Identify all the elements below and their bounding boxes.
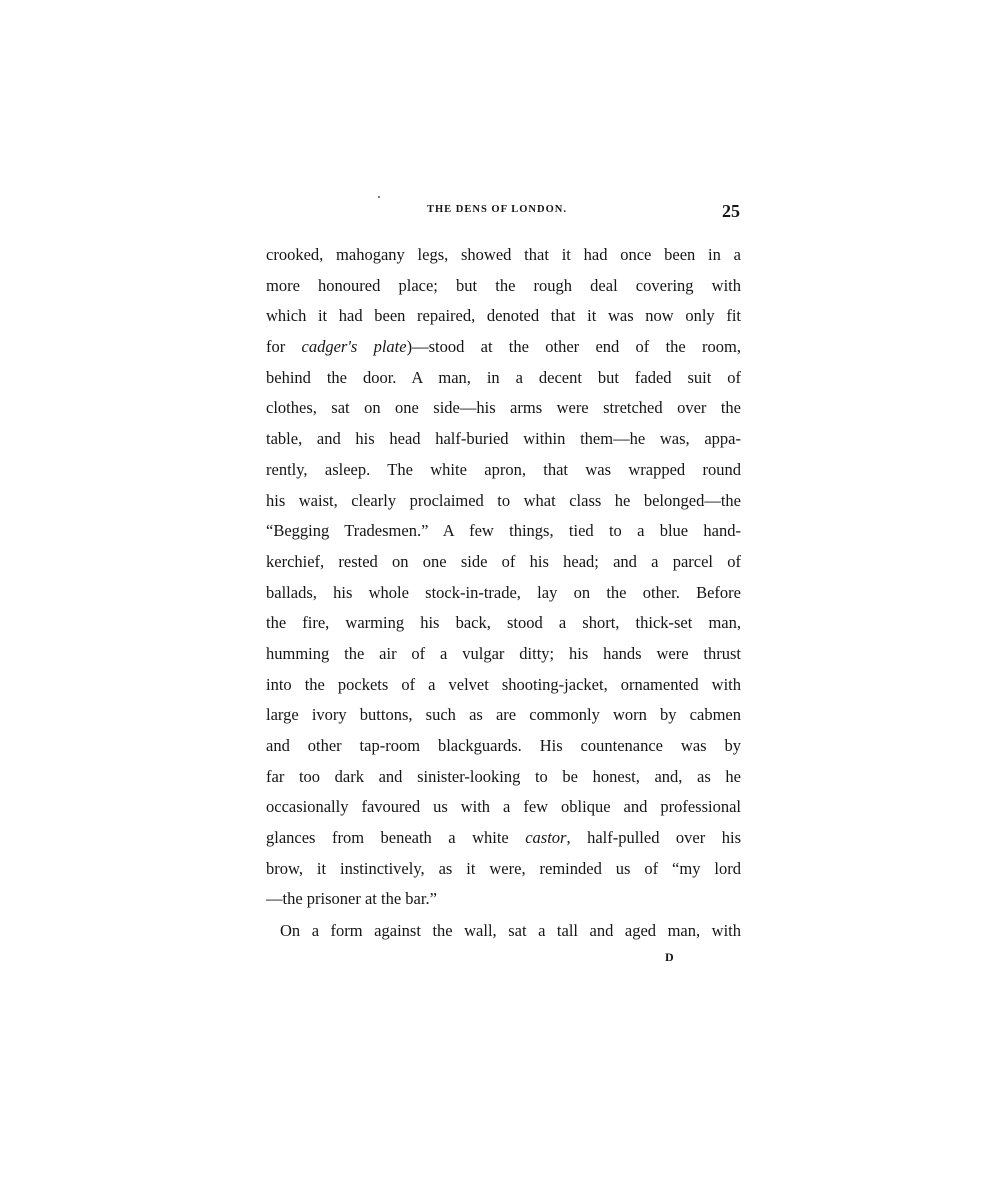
print-speck xyxy=(378,196,380,198)
text-line: far too dark and sinister-looking to be honest, and, as he xyxy=(266,766,741,786)
text-line: his waist, clearly proclaimed to what class he belonged—the xyxy=(266,490,741,510)
text-line: crooked, mahogany legs, showed that it had once been in a xyxy=(266,245,741,264)
running-title: THE DENS OF LONDON. xyxy=(427,204,567,215)
text-line: kerchief, rested on one side of his head; and a parcel of xyxy=(266,551,741,571)
text-line: glances from beneath a white castor, half-pulled over his xyxy=(266,828,741,848)
text-line: clothes, sat on one side—his arms were stretched over the xyxy=(266,398,741,418)
text-line: and other tap-room blackguards. His countenance was by xyxy=(266,736,741,755)
text-line: humming the air of a vulgar ditty; his hands were thrust xyxy=(266,643,741,663)
text-line: more honoured place; but the rough deal covering with xyxy=(266,275,741,295)
text-line: the fire, warming his back, stood a short, thick-set man, xyxy=(266,613,741,633)
body-text xyxy=(266,240,741,947)
text-line: behind the door. A man, in a decent but faded suit of xyxy=(266,367,741,387)
text-line: for cadger's plate)—stood at the other end of the room, xyxy=(266,337,741,357)
text-line: into the pockets of a velvet shooting-jacket, ornamented with xyxy=(266,674,741,694)
text-line: which it had been repaired, denoted that it was now only fit xyxy=(266,306,741,326)
text-line: ballads, his whole stock-in-trade, lay on the other. Before xyxy=(266,582,741,602)
signature-mark: D xyxy=(665,950,674,964)
text-line: brow, it instinctively, as it were, reminded us of “my lord xyxy=(266,858,741,878)
text-line: occasionally favoured us with a few oblique and professional xyxy=(266,797,741,817)
page-number: 25 xyxy=(722,201,740,221)
text-line: table, and his head half-buried within them—he was, appa- xyxy=(266,429,741,449)
text-line: large ivory buttons, such as are commonly worn by cabmen xyxy=(266,705,741,725)
text-line: On a form against the wall, sat a tall and aged man, with xyxy=(280,921,741,941)
text-line: “Begging Tradesmen.” A few things, tied to a blue hand- xyxy=(266,521,741,541)
text-line: rently, asleep. The white apron, that was wrapped round xyxy=(266,459,741,479)
text-line: —the prisoner at the bar.” xyxy=(266,889,437,909)
